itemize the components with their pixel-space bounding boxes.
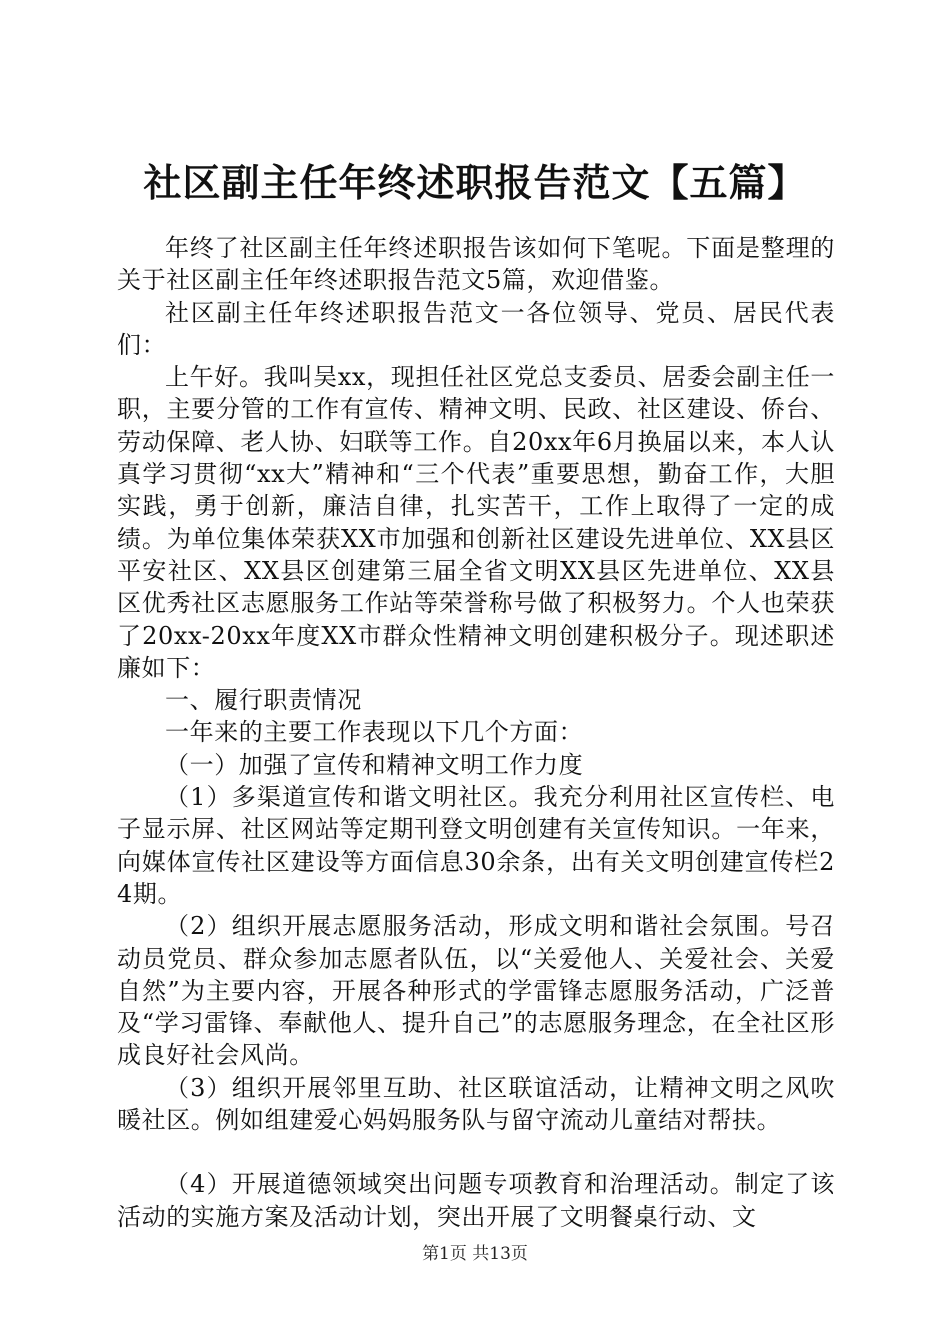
paragraph-salutation: 社区副主任年终述职报告范文一各位领导、党员、居民代表们：	[117, 298, 835, 359]
paragraph-work-overview: 一年来的主要工作表现以下几个方面：	[165, 718, 584, 747]
document-title: 社区副主任年终述职报告范文【五篇】	[143, 160, 807, 205]
paragraph-item-2: （2）组织开展志愿服务活动，形成文明和谐社会氛围。号召动员党员、群众参加志愿者队伍，以“关爱他人、关爱社会、关爱自然”为主要内容，开展各种形式的学雷锋志愿服务活动，广泛普及“学习雷锋、奉献他人、提升自己”的志愿服务理念，在全社区形成良好社会风尚。	[117, 912, 835, 1070]
subsection-heading-publicity: （一）加强了宣传和精神文明工作力度	[165, 750, 584, 779]
paragraph-intro: 年终了社区副主任年终述职报告该如何下笔呢。下面是整理的关于社区副主任年终述职报告范文5篇，欢迎借鉴。	[117, 234, 835, 295]
section-heading-duties: 一、履行职责情况	[165, 686, 362, 715]
paragraph-item-4: （4）开展道德领域突出问题专项教育和治理活动。制定了该活动的实施方案及活动计划，突出开展了文明餐桌行动、文	[117, 1170, 835, 1231]
page-number-footer: 第1页 共13页	[422, 1244, 528, 1264]
paragraph-item-1: （1）多渠道宣传和谐文明社区。我充分利用社区宣传栏、电子显示屏、社区网站等定期刊登文明创建有关宣传知识。一年来，向媒体宣传社区建设等方面信息30余条，出有关文明创建宣传栏24期。	[117, 783, 835, 908]
paragraph-item-3: （3）组织开展邻里互助、社区联谊活动，让精神文明之风吹暖社区。例如组建爱心妈妈服务队与留守流动儿童结对帮扶。	[117, 1073, 835, 1135]
paragraph-self-introduction: 上午好。我叫吴xx，现担任社区党总支委员、居委会副主任一职，主要分管的工作有宣传、精神文明、民政、社区建设、侨台、劳动保障、老人协、妇联等工作。自20xx年6月换届以来，本人认真学习贯彻“xx大”精神和“三个代表”重要思想，勤奋工作，大胆实践，勇于创新，廉洁自律，扎实苦干，工作上取得了一定的成绩。为单位集体荣获XX市加强和创新社区建设先进单位、XX县区平安社区、XX县区创建第三届全省文明XX县区先进单位、XX县区优秀社区志愿服务工作站等荣誉称号做了积极努力。个人也荣获了20xx-20xx年度XX市群众性精神文明创建积极分子。现述职述廉如下：	[117, 363, 835, 682]
blank-line	[117, 1136, 835, 1168]
document-body	[117, 232, 835, 1233]
